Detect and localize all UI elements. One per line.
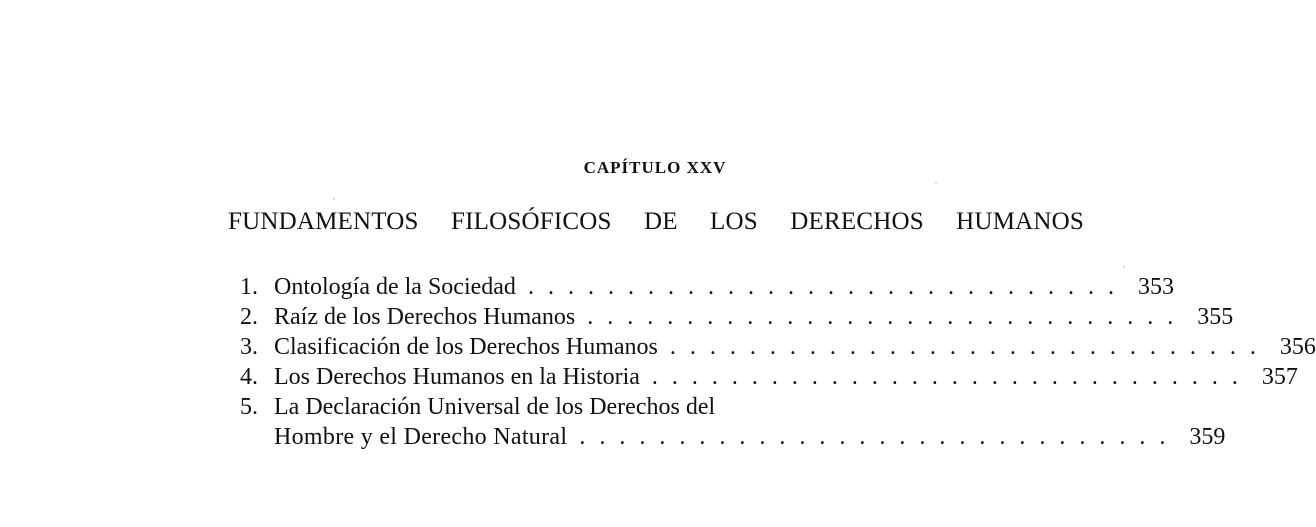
toc-entry-1 [240, 272, 1174, 302]
toc-entry-4 [240, 362, 1298, 392]
toc-entry-number: 4. [240, 364, 258, 390]
toc-entry-number: 5. [240, 394, 258, 420]
toc-entry-page: 359 [1189, 424, 1226, 450]
toc-entry-title: Ontología de la Sociedad [274, 274, 516, 300]
scan-speck [935, 182, 937, 184]
toc-entry-title-continued: Hombre y el Derecho Natural [274, 424, 568, 450]
scan-speck [1123, 266, 1125, 268]
table-of-contents [240, 272, 1316, 452]
toc-entry-title: La Declaración Universal de los Derechos del [274, 394, 716, 420]
toc-entry-3 [240, 332, 1316, 362]
toc-entry-page: 355 [1197, 304, 1234, 330]
toc-entry-number: 2. [240, 304, 258, 330]
dot-leader: .............................. [579, 424, 1180, 450]
toc-entry-page: 356 [1279, 334, 1316, 360]
dot-leader: .............................. [651, 364, 1252, 390]
dot-leader: .............................. [669, 334, 1270, 360]
toc-entry-5-continued [240, 422, 1226, 452]
toc-entry-title: Los Derechos Humanos en la Historia [274, 364, 640, 390]
chapter-title: FUNDAMENTOS FILOSÓFICOS DE LOS DERECHOS HUMANOS [228, 208, 1084, 235]
dot-leader: .............................. [527, 274, 1128, 300]
dot-leader: .............................. [587, 304, 1188, 330]
toc-entry-2 [240, 302, 1234, 332]
toc-entry-number: 3. [240, 334, 258, 360]
chapter-label: CAPÍTULO XXV [583, 158, 727, 177]
toc-entry-title: Raíz de los Derechos Humanos [274, 304, 576, 330]
toc-entry-page: 357 [1261, 364, 1298, 390]
toc-entry-5 [240, 392, 1086, 422]
toc-entry-number: 1. [240, 274, 258, 300]
scan-speck [333, 198, 335, 200]
toc-entry-title: Clasificación de los Derechos Humanos [274, 334, 658, 360]
toc-entry-page: 353 [1137, 274, 1174, 300]
